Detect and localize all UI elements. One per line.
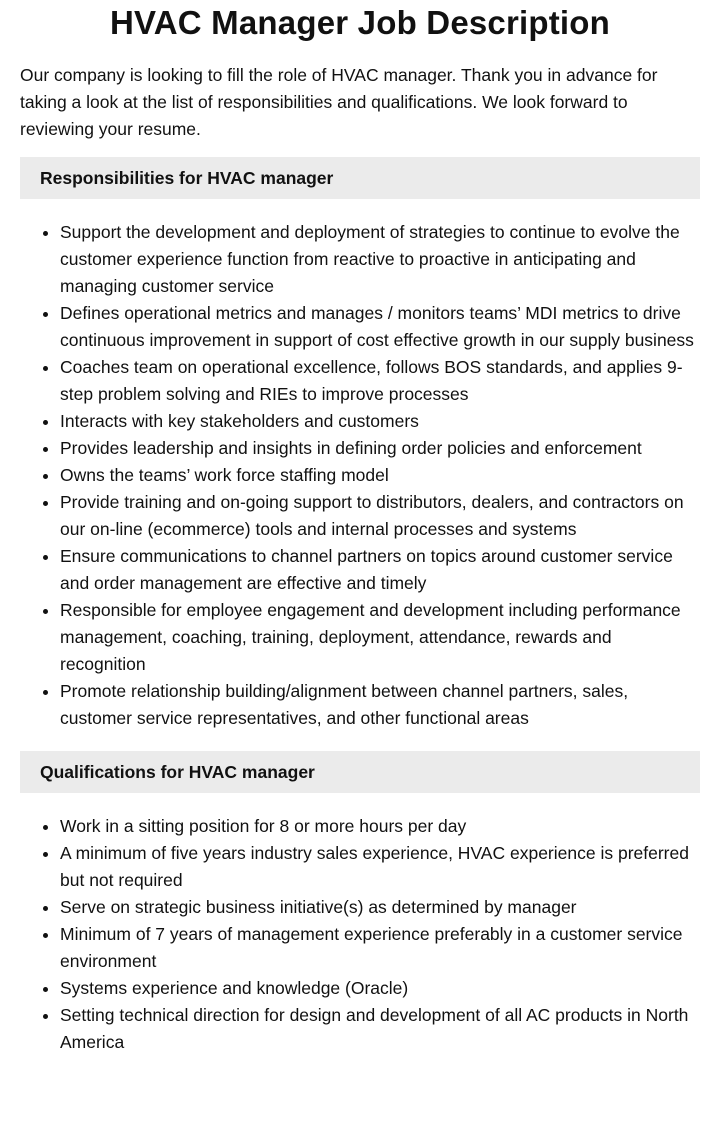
list-item: • Owns the teams’ work force staffing model: [60, 462, 700, 489]
list-item: • Provides leadership and insights in defining order policies and enforcement: [60, 435, 700, 462]
list-item: • Coaches team on operational excellence, follows BOS standards, and applies 9-step problem solving and RIEs to improve processes: [60, 354, 700, 408]
list-item: • Responsible for employee engagement and development including performance management, coaching, training, deployment, attendance, rewards and recognition: [60, 597, 700, 678]
list-item: • Defines operational metrics and manages / monitors teams’ MDI metrics to drive continuous improvement in support of cost effective growth in our supply business: [60, 300, 700, 354]
list-item: • Provide training and on-going support to distributors, dealers, and contractors on our on-line (ecommerce) tools and internal processes and systems: [60, 489, 700, 543]
list-item: • Promote relationship building/alignment between channel partners, sales, customer service representatives, and other functional areas: [60, 678, 700, 732]
list-item: • Minimum of 7 years of management experience preferably in a customer service environment: [60, 921, 700, 975]
list-item: • Systems experience and knowledge (Oracle): [60, 975, 700, 1002]
list-item: • Support the development and deployment of strategies to continue to evolve the customer experience function from reactive to proactive in anticipating and managing customer service: [60, 219, 700, 300]
page-title: HVAC Manager Job Description: [109, 4, 611, 41]
qualifications-heading: Qualifications for HVAC manager: [20, 751, 700, 793]
qualifications-list: [20, 813, 700, 1056]
list-item: • Ensure communications to channel partners on topics around customer service and order management are effective and timely: [60, 543, 700, 597]
list-item: • Serve on strategic business initiative(s) as determined by manager: [60, 894, 700, 921]
list-item: • A minimum of five years industry sales experience, HVAC experience is preferred but not required: [60, 840, 700, 894]
list-item: • Setting technical direction for design and development of all AC products in North America: [60, 1002, 700, 1056]
list-item: • Interacts with key stakeholders and customers: [60, 408, 700, 435]
list-item: • Work in a sitting position for 8 or more hours per day: [60, 813, 700, 840]
intro-paragraph: Our company is looking to fill the role of HVAC manager. Thank you in advance for taking a look at the list of responsibilities and qualifications. We look forward to reviewing your resume.: [20, 65, 658, 139]
responsibilities-list: [20, 219, 700, 732]
responsibilities-heading: Responsibilities for HVAC manager: [20, 157, 700, 199]
